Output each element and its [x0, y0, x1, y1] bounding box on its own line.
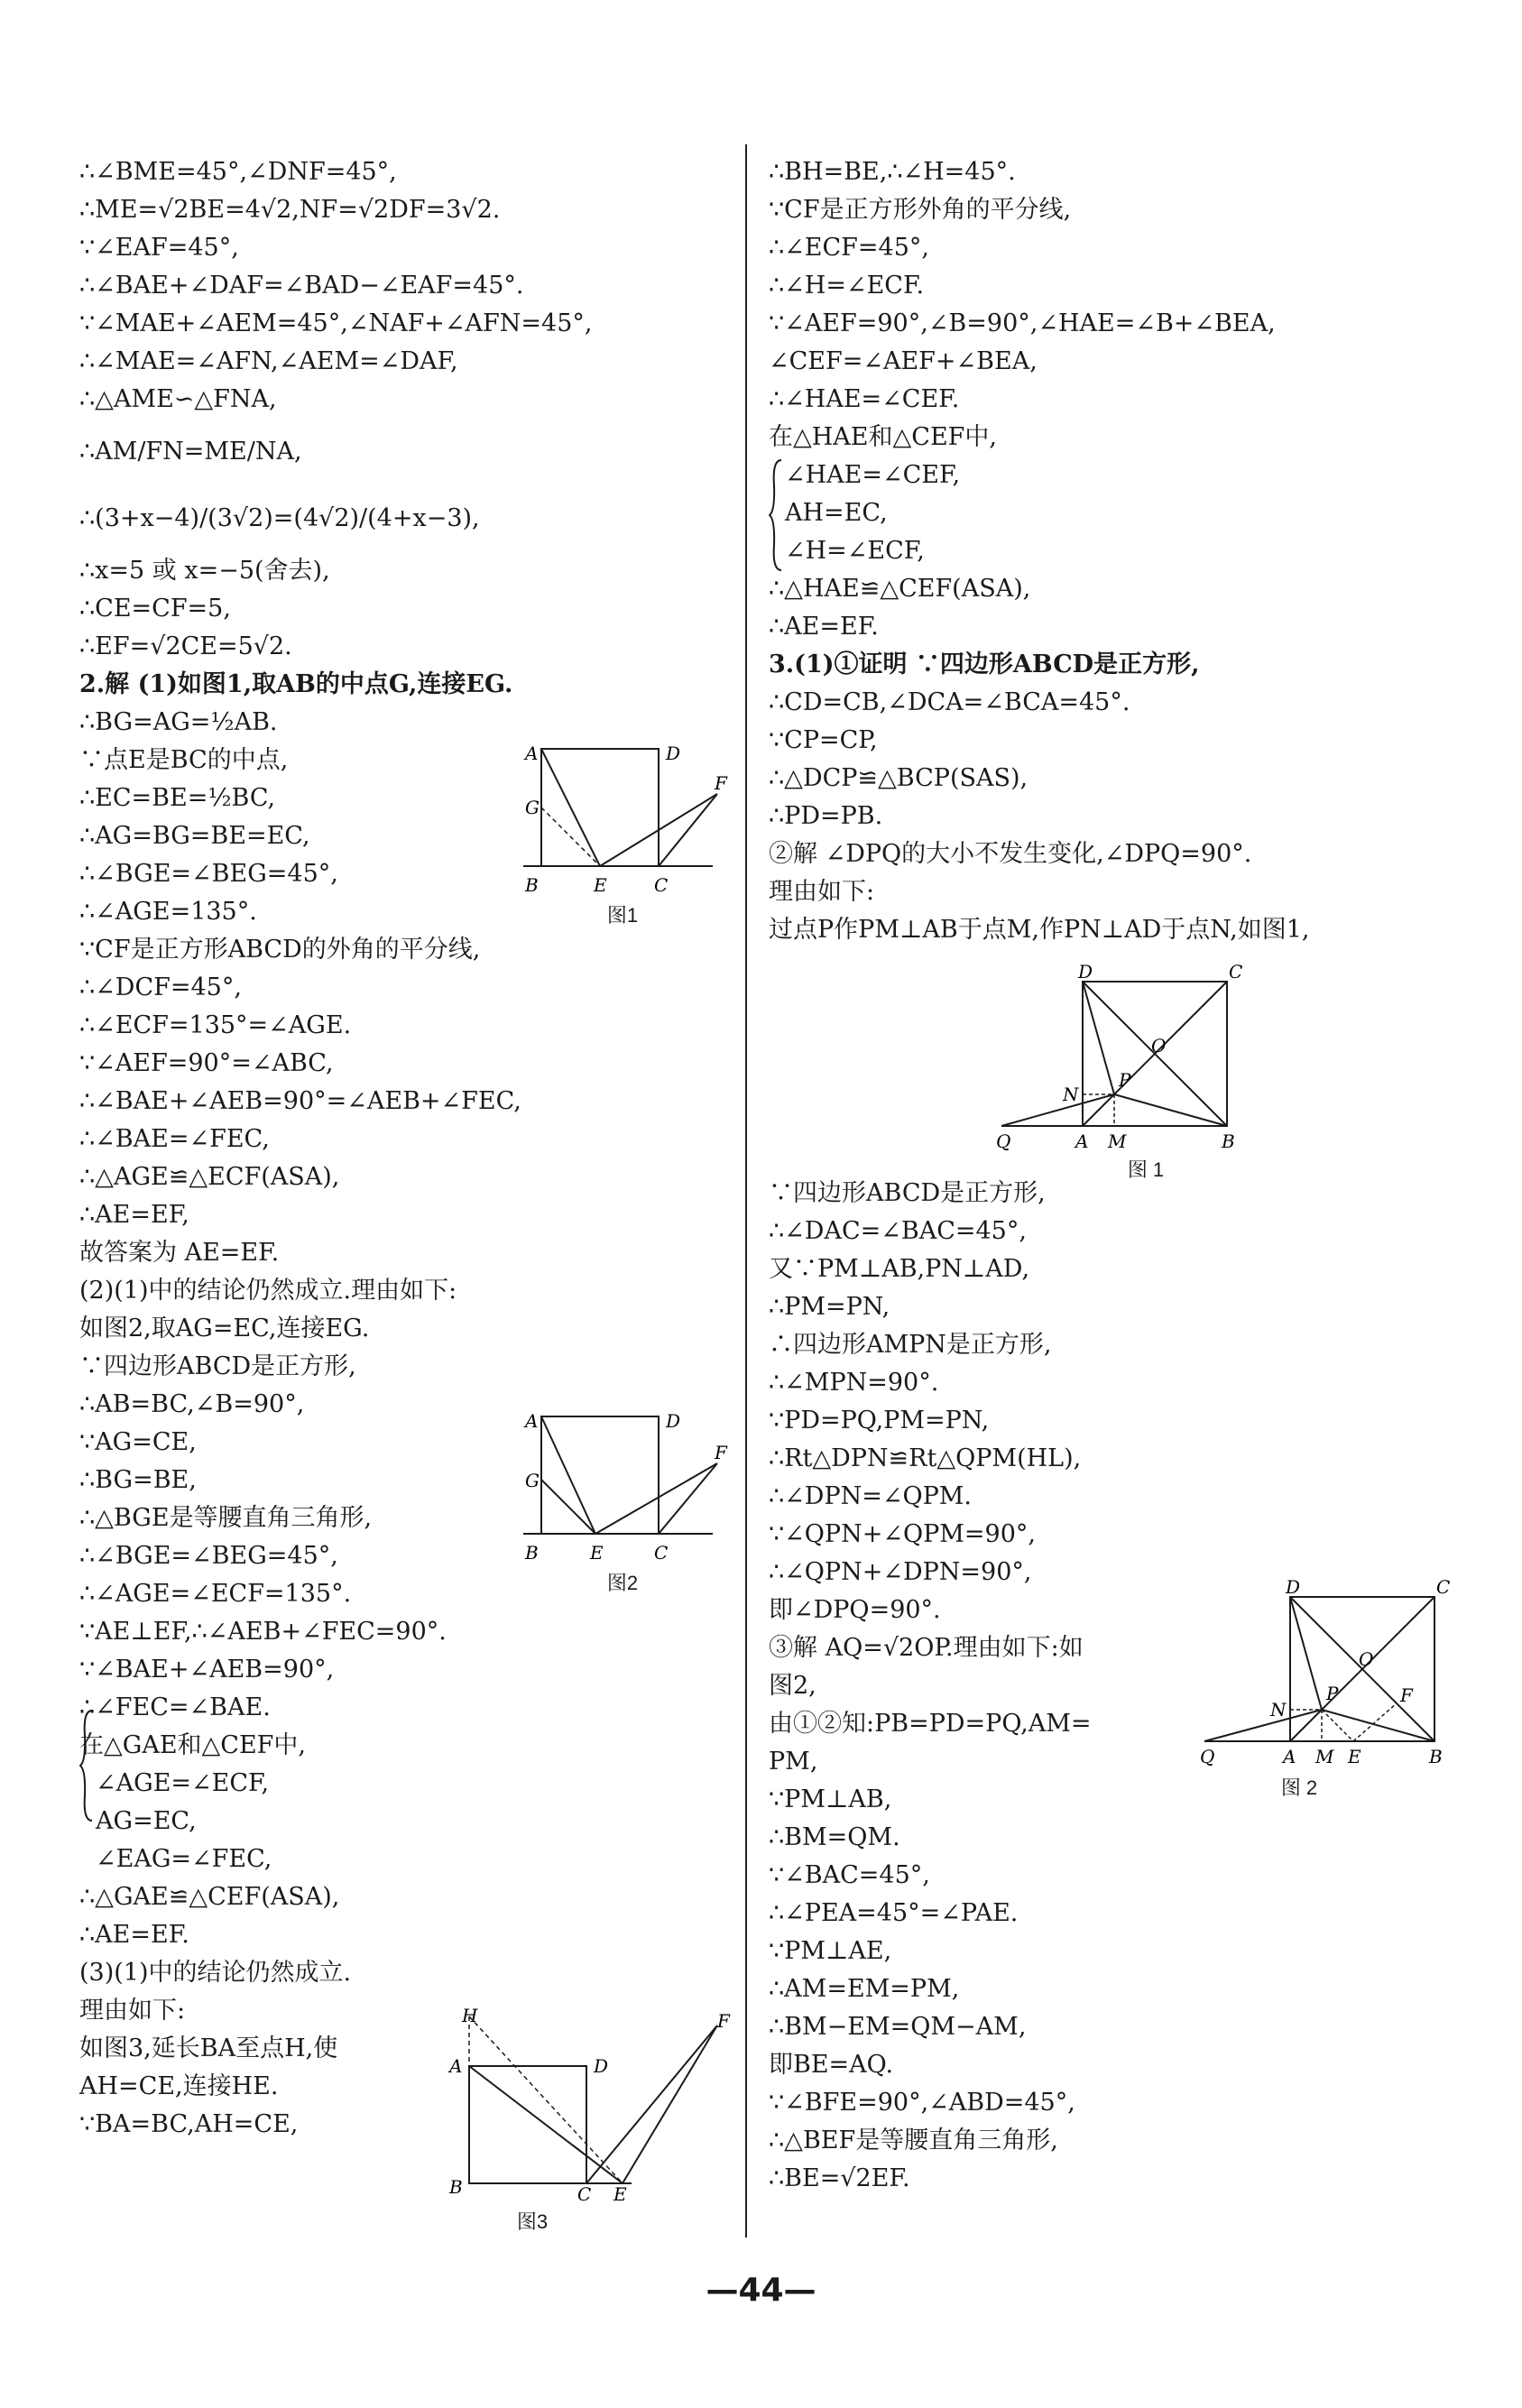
label-C: C — [654, 1543, 669, 1564]
figure-caption: 图3 — [516, 2210, 549, 2233]
label-G: G — [525, 1470, 540, 1491]
label-B: B — [525, 875, 539, 896]
text-line: ∵∠AEF=90°=∠ABC, — [79, 1049, 334, 1077]
text-line: ∴∠BGE=∠BEG=45°, — [79, 860, 338, 888]
text-line: ∵BA=BC,AH=CE, — [79, 2110, 299, 2138]
text-line: 如图2,取AG=EC,连接EG. — [79, 1315, 370, 1342]
fraction-line: ∴(3+x−4)/(3√2)=(4√2)/(4+x−3), — [79, 504, 480, 532]
label-D: D — [1286, 1579, 1301, 1598]
text-line: 故答案为 AE=EF. — [79, 1239, 280, 1267]
text-line: ∴BG=AG=½AB. — [79, 708, 278, 736]
text-line: 图2, — [769, 1672, 816, 1700]
text-line: ∴PM=PN, — [769, 1293, 890, 1321]
text-line: ∴∠BME=45°,∠DNF=45°, — [79, 158, 397, 186]
label-A: A — [1075, 1130, 1089, 1152]
text-line: ∠CEF=∠AEF+∠BEA, — [769, 347, 1038, 375]
label-D: D — [594, 2055, 609, 2077]
text-line: ∵∠EAF=45°, — [79, 234, 239, 262]
label-C: C — [1436, 1579, 1451, 1598]
text-line: ∵点E是BC的中点, — [79, 746, 289, 774]
text-line: ∴CD=CB,∠DCA=∠BCA=45°. — [769, 688, 1130, 716]
left-column — [79, 153, 729, 2144]
text-line: ∴∠AGE=∠ECF=135°. — [79, 1580, 352, 1608]
label-N: N — [1063, 1084, 1079, 1105]
figure-2-left-bottom-labels — [514, 1543, 731, 1566]
brace-line: ∠H=∠ECF, — [785, 537, 925, 565]
text-line: ∴△AME∽△FNA, — [79, 385, 277, 413]
figure-caption: 图1 — [606, 904, 639, 927]
text-line: 如图3,延长BA至点H,使 — [79, 2034, 338, 2062]
text-line: ∵CF是正方形ABCD的外角的平分线, — [79, 936, 481, 964]
text-line: 即BE=AQ. — [769, 2051, 894, 2079]
label-E: E — [1348, 1746, 1361, 1767]
figure-caption: 图 2 — [1280, 1776, 1318, 1799]
text-line: ∴AE=EF, — [79, 1201, 189, 1229]
text-line: ∴EF=√2CE=5√2. — [79, 632, 292, 660]
text-line: ∴△BGE是等腰直角三角形, — [79, 1504, 373, 1532]
text-line: ∵∠QPN+∠QPM=90°, — [769, 1520, 1036, 1548]
text-line: ∴∠BAE=∠FEC, — [79, 1125, 270, 1153]
figure-1-left-diagram — [514, 740, 731, 875]
problem-heading: 3.(1)①证明 ∵四边形ABCD是正方形, — [769, 650, 1200, 678]
figure-3-left-diagram — [442, 2007, 740, 2201]
label-A: A — [525, 743, 539, 764]
label-P: P — [1326, 1683, 1339, 1704]
label-A: A — [525, 1410, 539, 1432]
text-line: ∵AG=CE, — [79, 1428, 197, 1456]
text-line: ∴∠DPN=∠QPM. — [769, 1482, 973, 1510]
text-line: ∴∠QPN+∠DPN=90°, — [769, 1558, 1032, 1586]
text-line: ∵∠BFE=90°,∠ABD=45°, — [769, 2089, 1075, 2117]
label-F: F — [715, 772, 727, 794]
label-F: F — [1400, 1684, 1413, 1706]
text-line: 在△GAE和△CEF中, — [79, 1731, 306, 1759]
label-C: C — [577, 2183, 592, 2201]
text-line: 理由如下: — [769, 878, 875, 906]
text-line: ∵四边形ABCD是正方形, — [769, 1179, 1046, 1207]
label-C: C — [1229, 964, 1243, 983]
figure-1-right-diagram — [992, 964, 1263, 1153]
problem-heading: 2.解 (1)如图1,取AB的中点G,连接EG. — [79, 670, 513, 698]
label-E: E — [613, 2183, 627, 2201]
label-A: A — [1283, 1746, 1296, 1767]
text-line: ②解 ∠DPQ的大小不发生变化,∠DPQ=90°. — [769, 840, 1252, 868]
label-M: M — [1108, 1130, 1127, 1152]
text-line: PM, — [769, 1748, 818, 1776]
figure-1-right — [992, 964, 1281, 1183]
text-line: ∴△GAE≌△CEF(ASA), — [79, 1883, 340, 1911]
text-line: 又∵PM⊥AB,PN⊥AD, — [769, 1255, 1030, 1283]
text-line: ∴∠H=∠ECF. — [769, 272, 925, 300]
text-line: ∴CE=CF=5, — [79, 595, 231, 623]
text-line: 过点P作PM⊥AB于点M,作PN⊥AD于点N,如图1, — [769, 916, 1310, 944]
text-line: ∴四边形AMPN是正方形, — [769, 1331, 1052, 1359]
text-line: 即∠DPQ=90°. — [769, 1596, 941, 1624]
text-line: (3)(1)中的结论仍然成立. — [79, 1959, 352, 1987]
text-line: ∵∠AEF=90°,∠B=90°,∠HAE=∠B+∠BEA, — [769, 309, 1276, 337]
text-line: ∴∠MPN=90°. — [769, 1369, 939, 1397]
label-M: M — [1315, 1746, 1334, 1767]
figure-caption: 图2 — [606, 1572, 639, 1594]
text-line: ∴∠FEC=∠BAE. — [79, 1693, 271, 1721]
text-line: ∴AE=EF. — [769, 613, 879, 641]
text-line: 理由如下: — [79, 1997, 186, 2025]
text-line: ∵四边形ABCD是正方形, — [79, 1352, 356, 1380]
text-line: ∵AE⊥EF,∴∠AEB+∠FEC=90°. — [79, 1618, 447, 1646]
text-line: ∴∠BAE+∠AEB=90°=∠AEB+∠FEC, — [79, 1087, 521, 1115]
text-line: ∵PM⊥AB, — [769, 1785, 892, 1813]
brace-line: AG=EC, — [96, 1807, 197, 1835]
text-line: ∴∠DCF=45°, — [79, 973, 242, 1001]
label-Q: Q — [1200, 1746, 1215, 1767]
text-line: ∴PD=PB. — [769, 802, 883, 830]
label-F: F — [715, 1442, 727, 1463]
brace-line: ∠HAE=∠CEF, — [785, 461, 961, 489]
text-line: ∵∠BAC=45°, — [769, 1861, 930, 1889]
text-line: ∴AB=BC,∠B=90°, — [79, 1390, 305, 1418]
text-line: ∴∠PEA=45°=∠PAE. — [769, 1899, 1019, 1927]
figure-3-left — [442, 2007, 740, 2235]
text-line: ∴△DCP≌△BCP(SAS), — [769, 764, 1029, 792]
label-E: E — [594, 875, 607, 896]
label-H: H — [462, 2007, 478, 2026]
text-line: ∴∠HAE=∠CEF. — [769, 385, 960, 413]
figure-2-left — [514, 1407, 731, 1596]
text-line: ∴BE=√2EF. — [769, 2164, 910, 2192]
text-line: ∵PM⊥AE, — [769, 1937, 892, 1965]
text-line: ∴∠BAE+∠DAF=∠BAD−∠EAF=45°. — [79, 272, 524, 300]
label-B: B — [1429, 1746, 1443, 1767]
label-P: P — [1119, 1069, 1131, 1091]
text-line: ∴△AGE≌△ECF(ASA), — [79, 1163, 340, 1191]
label-D: D — [666, 743, 681, 764]
text-line: ∴AG=BG=BE=EC, — [79, 822, 310, 850]
text-line: ③解 AQ=√2OP.理由如下:如 — [769, 1634, 1084, 1662]
text-line: ∴x=5 或 x=−5(舍去), — [79, 557, 330, 585]
text-line: ∴ME=√2BE=4√2,NF=√2DF=3√2. — [79, 196, 501, 224]
label-D: D — [1078, 964, 1093, 983]
label-B: B — [525, 1543, 539, 1564]
text-line: ∴∠DAC=∠BAC=45°, — [769, 1217, 1027, 1245]
text-line: ∴∠BGE=∠BEG=45°, — [79, 1542, 338, 1570]
text-line: ∵∠MAE+∠AEM=45°,∠NAF+∠AFN=45°, — [79, 309, 593, 337]
page-number: —44— — [706, 2272, 816, 2309]
label-F: F — [717, 2010, 730, 2032]
brace-right — [769, 458, 783, 572]
label-E: E — [590, 1543, 604, 1564]
text-line: ∴Rt△DPN≌Rt△QPM(HL), — [769, 1444, 1082, 1472]
text-line: ∴BG=BE, — [79, 1466, 197, 1494]
label-A: A — [449, 2055, 463, 2077]
label-B: B — [1222, 1130, 1235, 1152]
text-line: ∵PD=PQ,PM=PN, — [769, 1407, 990, 1435]
label-D: D — [666, 1410, 681, 1432]
label-N: N — [1270, 1699, 1287, 1721]
text-line: 由①②知:PB=PD=PQ,AM= — [769, 1710, 1092, 1738]
brace-line: ∠AGE=∠ECF, — [96, 1769, 270, 1797]
text-line: AH=CE,连接HE. — [79, 2072, 279, 2100]
text-line: ∴∠AGE=135°. — [79, 898, 257, 926]
brace-left — [79, 1709, 94, 1822]
label-C: C — [654, 875, 669, 896]
label-B: B — [449, 2176, 463, 2198]
text-line: ∴∠ECF=45°, — [769, 234, 929, 262]
figure-2-left-diagram — [514, 1407, 731, 1543]
figure-1-left-bottom-labels — [514, 875, 731, 899]
text-line: ∵CP=CP, — [769, 726, 878, 754]
text-line: ∴AM=EM=PM, — [769, 1975, 960, 2003]
text-line: ∴△BEF是等腰直角三角形, — [769, 2127, 1058, 2154]
fraction-line: ∴AM/FN=ME/NA, — [79, 438, 302, 466]
label-O: O — [1151, 1035, 1167, 1056]
label-G: G — [525, 797, 540, 818]
figure-1-left — [514, 740, 731, 928]
figure-2-right-diagram — [1200, 1579, 1471, 1773]
text-line: ∵CF是正方形外角的平分线, — [769, 196, 1072, 224]
text-line: ∴∠MAE=∠AFN,∠AEM=∠DAF, — [79, 347, 458, 375]
figure-caption: 图 1 — [1127, 1158, 1165, 1181]
label-O: O — [1359, 1648, 1374, 1670]
text-line: ∵∠BAE+∠AEB=90°, — [79, 1656, 335, 1684]
text-line: ∴BM−EM=QM−AM, — [769, 2013, 1027, 2041]
figure-2-right — [1200, 1579, 1471, 1801]
brace-line: ∠EAG=∠FEC, — [96, 1845, 272, 1873]
text-line: ∴BM=QM. — [769, 1823, 900, 1851]
label-Q: Q — [996, 1130, 1011, 1152]
text-line: (2)(1)中的结论仍然成立.理由如下: — [79, 1277, 457, 1305]
text-line: ∴∠ECF=135°=∠AGE. — [79, 1011, 352, 1039]
brace-line: AH=EC, — [785, 499, 888, 527]
text-line: ∴BH=BE,∴∠H=45°. — [769, 158, 1016, 186]
column-divider — [745, 144, 747, 2237]
text-line: 在△HAE和△CEF中, — [769, 423, 997, 451]
text-line: ∴△HAE≌△CEF(ASA), — [769, 575, 1031, 603]
text-line: ∴AE=EF. — [79, 1921, 189, 1949]
text-line: ∴EC=BE=½BC, — [79, 784, 276, 812]
